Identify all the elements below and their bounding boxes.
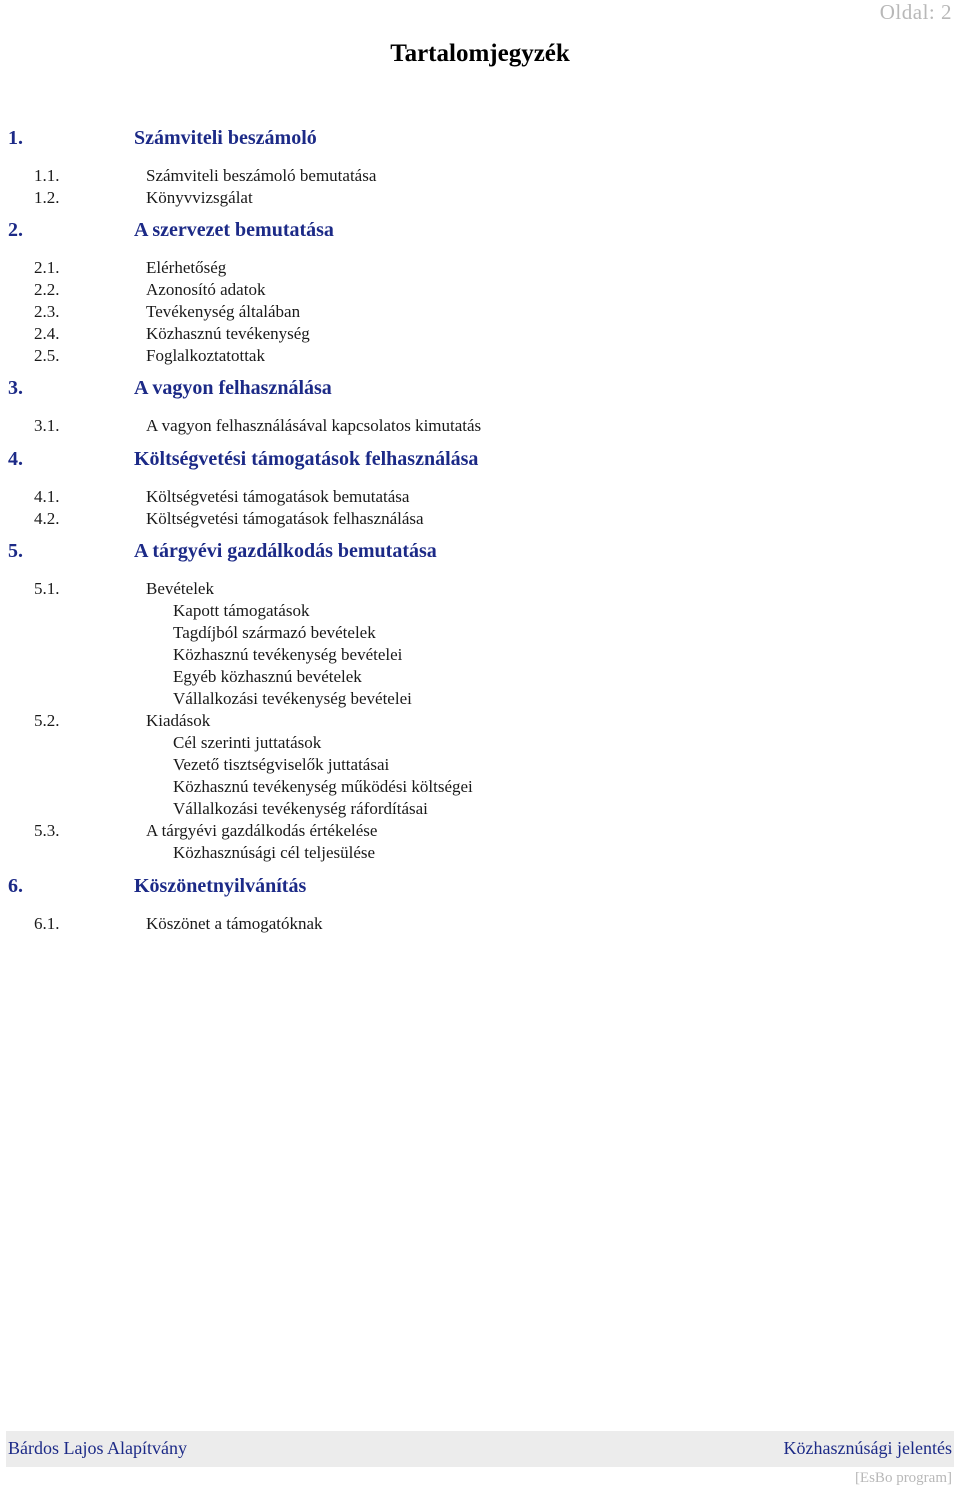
footer-organization-name: Bárdos Lajos Alapítvány [8,1438,187,1458]
toc-entry-number: 4.2. [34,509,60,528]
toc-entry-text: A tárgyévi gazdálkodás bemutatása [134,540,437,562]
toc-entry-text: Azonosító adatok [146,280,266,299]
toc-entry-text: A vagyon felhasználásával kapcsolatos kimutatás [146,416,482,435]
toc-entry-number: 3.1. [34,416,60,435]
toc-entry-number: 6. [8,875,23,897]
toc-entry-text: A tárgyévi gazdálkodás értékelése [146,821,378,840]
toc-entry-number: 2. [8,219,23,241]
toc-entry-number: 5.1. [34,579,60,598]
toc-entry-text: Cél szerinti juttatások [173,733,322,752]
toc-entry-number: 4.1. [34,487,60,506]
toc-entry-number: 1. [8,127,23,149]
toc-entry-number: 3. [8,377,23,399]
toc-entry-text: Költségvetési támogatások felhasználása [146,509,424,528]
toc-entry-text: Vállalkozási tevékenység bevételei [173,689,412,708]
toc-entry-text: Vezető tisztségviselők juttatásai [173,755,390,774]
toc-entry-number: 2.5. [34,346,60,365]
toc-entry-number: 2.4. [34,324,60,343]
toc-entry-text: Közhasznú tevékenység bevételei [173,645,403,664]
toc-entry-number: 2.1. [34,258,60,277]
footer-report-title: Közhasznúsági jelentés [783,1438,952,1458]
toc-entry-number: 1.2. [34,188,60,207]
toc-entry-number: 2.2. [34,280,60,299]
toc-entry-number: 4. [8,448,23,470]
toc-entry-text: Számviteli beszámoló bemutatása [146,166,377,185]
toc-entry-text: Költségvetési támogatások bemutatása [146,487,410,506]
toc-entry-text: Közhasznú tevékenység [146,324,310,343]
toc-entry-number: 5.2. [34,711,60,730]
toc-entry-number: 5.3. [34,821,60,840]
toc-entry-text: Könyvvizsgálat [146,188,253,207]
toc-entry-text: Közhasznú tevékenység működési költségei [173,777,473,796]
toc-entry-text: A vagyon felhasználása [134,377,332,399]
toc-entry-text: Foglalkoztatottak [146,346,265,365]
page-number-label: Oldal: 2 [879,0,952,24]
toc-entry-number: 1.1. [34,166,60,185]
toc-entry-text: Közhasznúsági cél teljesülése [173,843,376,862]
toc-entry-text: A szervezet bemutatása [134,219,334,241]
toc-entry-text: Számviteli beszámoló [134,127,317,149]
toc-entry-text: Kapott támogatások [173,601,310,620]
toc-entry-text: Költségvetési támogatások felhasználása [134,448,479,470]
toc-entry-text: Egyéb közhasznú bevételek [173,667,362,686]
toc-entry-text: Köszönet a támogatóknak [146,914,323,933]
toc-entry-number: 2.3. [34,302,60,321]
toc-entry-text: Tevékenység általában [146,302,301,321]
toc-entry-number: 6.1. [34,914,60,933]
page-title: Tartalomjegyzék [390,40,570,67]
page-footer [6,1431,954,1467]
toc-entry-text: Köszönetnyilvánítás [134,875,307,897]
toc-entry-text: Bevételek [146,579,214,598]
toc-entry-text: Tagdíjból származó bevételek [173,623,376,642]
program-label: [EsBo program] [854,1470,952,1486]
toc-entry-text: Kiadások [146,711,211,730]
toc-entry-number: 5. [8,540,23,562]
toc-entry-text: Vállalkozási tevékenység ráfordításai [173,799,428,818]
toc-entry-text: Elérhetőség [146,258,227,277]
